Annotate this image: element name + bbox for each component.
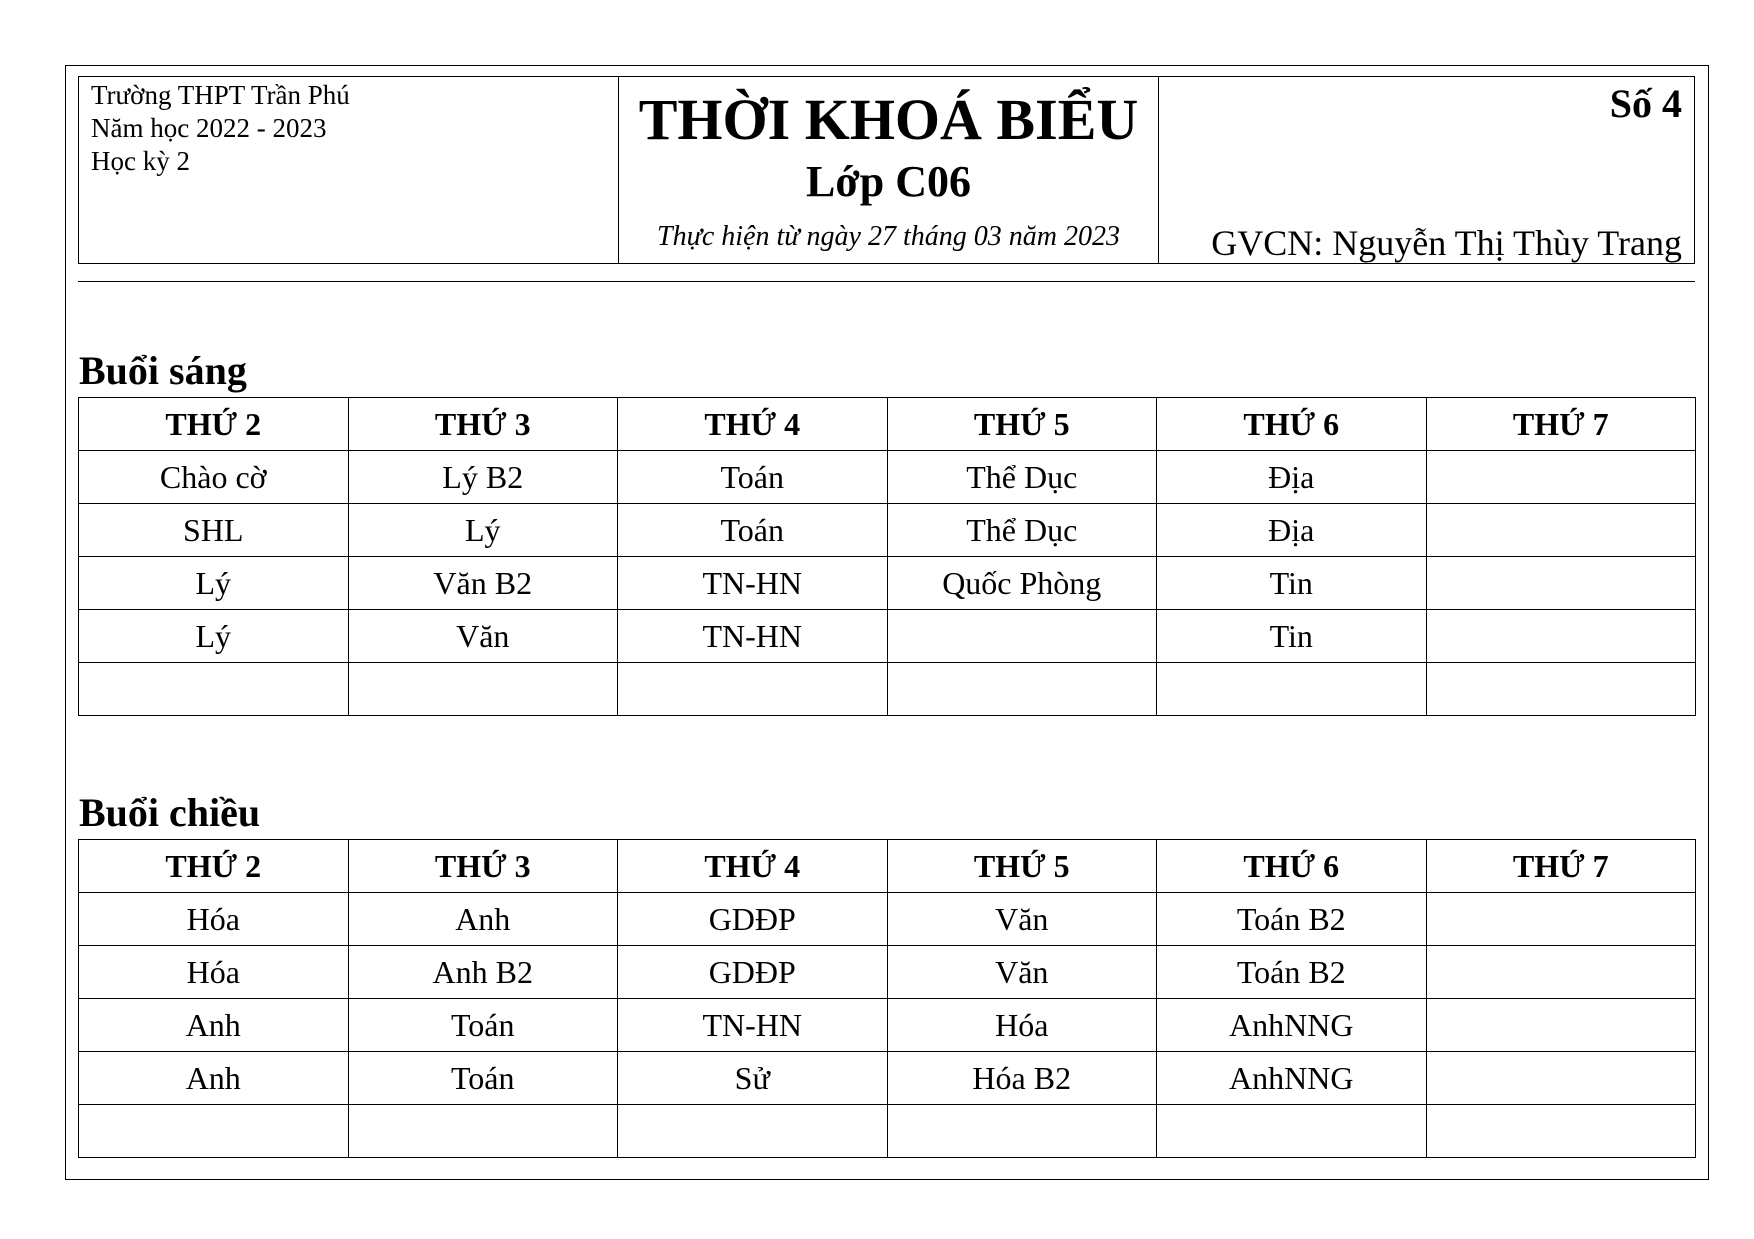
table-row [79, 946, 1696, 999]
day-header: THỨ 7 [1426, 840, 1696, 893]
subject-cell [887, 1105, 1157, 1158]
subject-cell: AnhNNG [1157, 1052, 1427, 1105]
table-row [79, 893, 1696, 946]
subject-cell: SHL [79, 504, 349, 557]
subject-cell [1426, 504, 1696, 557]
timetable-morning [78, 397, 1696, 716]
subject-cell: Hóa [887, 999, 1157, 1052]
day-header: THỨ 5 [887, 840, 1157, 893]
subject-cell [618, 663, 888, 716]
table-row [79, 504, 1696, 557]
subject-cell: Anh [348, 893, 618, 946]
subject-cell: TN-HN [618, 557, 888, 610]
school-name: Trường THPT Trần Phú [91, 80, 350, 110]
table-row [79, 999, 1696, 1052]
school-info [79, 77, 619, 263]
page-title: THỜI KHOÁ BIỂU [638, 87, 1139, 152]
day-header: THỨ 4 [618, 398, 888, 451]
school-lines [91, 79, 350, 178]
table-row [79, 610, 1696, 663]
day-header-row [79, 840, 1696, 893]
subject-cell: Anh [79, 1052, 349, 1105]
homeroom-teacher: GVCN: Nguyễn Thị Thùy Trang [1211, 223, 1682, 263]
day-header: THỨ 5 [887, 398, 1157, 451]
subject-cell: Văn [887, 893, 1157, 946]
subject-cell: Anh [79, 999, 349, 1052]
header-divider [78, 281, 1695, 282]
subject-cell: Toán [618, 504, 888, 557]
subject-cell [1426, 663, 1696, 716]
subject-cell [1426, 610, 1696, 663]
day-header: THỨ 7 [1426, 398, 1696, 451]
subject-cell [887, 610, 1157, 663]
subject-cell: Văn [348, 610, 618, 663]
timetable-afternoon [78, 839, 1696, 1158]
class-label: Lớp C06 [806, 157, 971, 206]
day-header-row [79, 398, 1696, 451]
day-header: THỨ 6 [1157, 840, 1427, 893]
table-row [79, 663, 1696, 716]
effective-date: Thực hiện từ ngày 27 tháng 03 năm 2023 [657, 221, 1120, 252]
subject-cell [1426, 893, 1696, 946]
subject-cell: Lý [79, 610, 349, 663]
subject-cell: AnhNNG [1157, 999, 1427, 1052]
subject-cell [1426, 1105, 1696, 1158]
subject-cell [618, 1105, 888, 1158]
session-title-morning: Buổi sáng [79, 348, 247, 393]
subject-cell: Toán B2 [1157, 946, 1427, 999]
subject-cell [1426, 451, 1696, 504]
subject-cell: TN-HN [618, 610, 888, 663]
subject-cell: Lý B2 [348, 451, 618, 504]
subject-cell: Hóa [79, 946, 349, 999]
timetable-number: Số 4 [1609, 81, 1682, 126]
subject-cell [887, 663, 1157, 716]
subject-cell: Văn B2 [348, 557, 618, 610]
day-header: THỨ 3 [348, 840, 618, 893]
subject-cell: Chào cờ [79, 451, 349, 504]
day-header: THỨ 3 [348, 398, 618, 451]
subject-cell [1426, 999, 1696, 1052]
subject-cell: Thể Dục [887, 451, 1157, 504]
subject-cell: Sử [618, 1052, 888, 1105]
day-header: THỨ 2 [79, 840, 349, 893]
subject-cell [1426, 1052, 1696, 1105]
day-header: THỨ 2 [79, 398, 349, 451]
subject-cell [79, 1105, 349, 1158]
semester: Học kỳ 2 [91, 146, 190, 176]
subject-cell: Toán [618, 451, 888, 504]
subject-cell: Hóa [79, 893, 349, 946]
table-row [79, 1052, 1696, 1105]
day-header: THỨ 6 [1157, 398, 1427, 451]
meta-block [1159, 77, 1694, 263]
table-row [79, 1105, 1696, 1158]
subject-cell: Địa [1157, 451, 1427, 504]
table-row [79, 557, 1696, 610]
subject-cell [1157, 663, 1427, 716]
subject-cell [348, 663, 618, 716]
school-year: Năm học 2022 - 2023 [91, 113, 327, 143]
day-header: THỨ 4 [618, 840, 888, 893]
subject-cell [79, 663, 349, 716]
title-block [619, 77, 1159, 263]
subject-cell: Lý [348, 504, 618, 557]
subject-cell: Tin [1157, 610, 1427, 663]
subject-cell: Lý [79, 557, 349, 610]
subject-cell: Văn [887, 946, 1157, 999]
subject-cell: Toán [348, 1052, 618, 1105]
subject-cell: GDĐP [618, 946, 888, 999]
timetable-header [78, 76, 1695, 264]
subject-cell: Quốc Phòng [887, 557, 1157, 610]
table-row [79, 451, 1696, 504]
subject-cell [1426, 946, 1696, 999]
subject-cell [1157, 1105, 1427, 1158]
subject-cell: Tin [1157, 557, 1427, 610]
subject-cell: TN-HN [618, 999, 888, 1052]
subject-cell: Hóa B2 [887, 1052, 1157, 1105]
session-title-afternoon: Buổi chiều [79, 790, 261, 835]
subject-cell [348, 1105, 618, 1158]
subject-cell: Anh B2 [348, 946, 618, 999]
subject-cell: Thể Dục [887, 504, 1157, 557]
subject-cell: GDĐP [618, 893, 888, 946]
subject-cell: Địa [1157, 504, 1427, 557]
subject-cell: Toán [348, 999, 618, 1052]
subject-cell: Toán B2 [1157, 893, 1427, 946]
subject-cell [1426, 557, 1696, 610]
